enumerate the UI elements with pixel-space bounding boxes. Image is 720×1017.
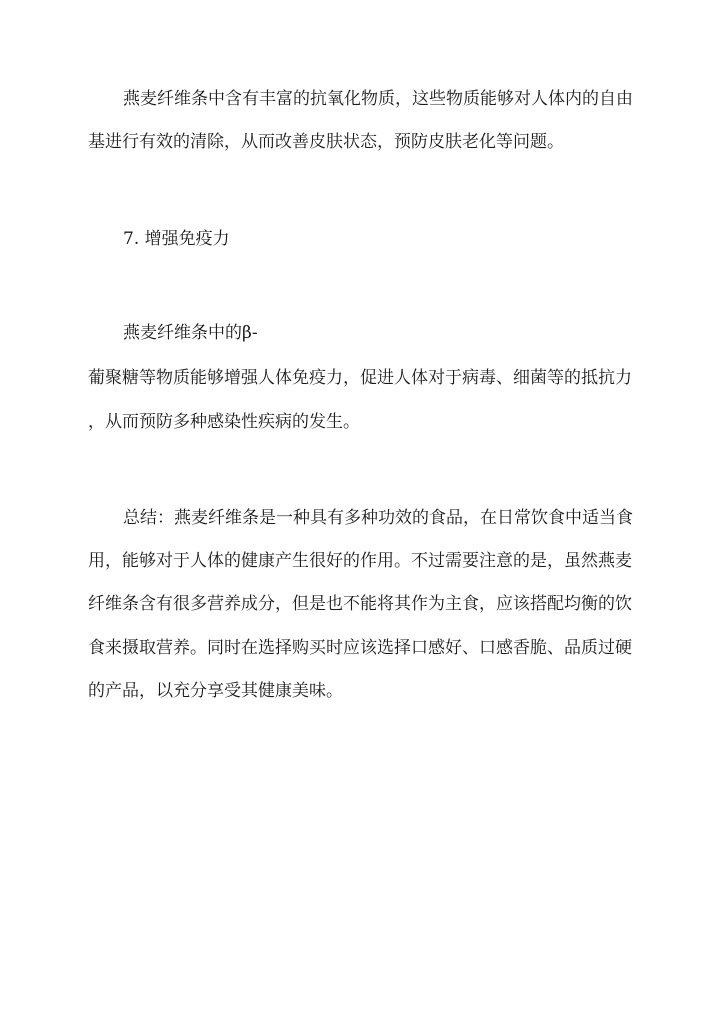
summary-paragraph-line-2: 用，能够对于人体的健康产生很好的作用。不过需要注意的是，虽然燕麦 [88, 551, 632, 571]
immunity-heading: 7. 增强免疫力 [123, 229, 230, 249]
summary-paragraph-line-1: 总结：燕麦纤维条是一种具有多种功效的食品，在日常饮食中适当食 [123, 508, 633, 528]
immunity-paragraph-line-2: 葡聚糖等物质能够增强人体免疫力，促进人体对于病毒、细菌等的抵抗力 [88, 368, 632, 388]
antioxidant-paragraph-line-1: 燕麦纤维条中含有丰富的抗氧化物质，这些物质能够对人体内的自由 [123, 89, 633, 109]
immunity-paragraph-line-3: ，从而预防多种感染性疾病的发生。 [88, 412, 360, 432]
summary-paragraph-line-3: 纤维条含有很多营养成分，但是也不能将其作为主食，应该搭配均衡的饮 [88, 594, 632, 614]
antioxidant-paragraph-line-2: 基进行有效的清除，从而改善皮肤状态，预防皮肤老化等问题。 [88, 132, 564, 152]
summary-paragraph-line-4: 食来摄取营养。同时在选择购买时应该选择口感好、口感香脆、品质过硬 [88, 638, 632, 658]
summary-paragraph-line-5: 的产品，以充分享受其健康美味。 [88, 681, 343, 701]
immunity-paragraph-line-1: 燕麦纤维条中的β- [123, 323, 258, 343]
